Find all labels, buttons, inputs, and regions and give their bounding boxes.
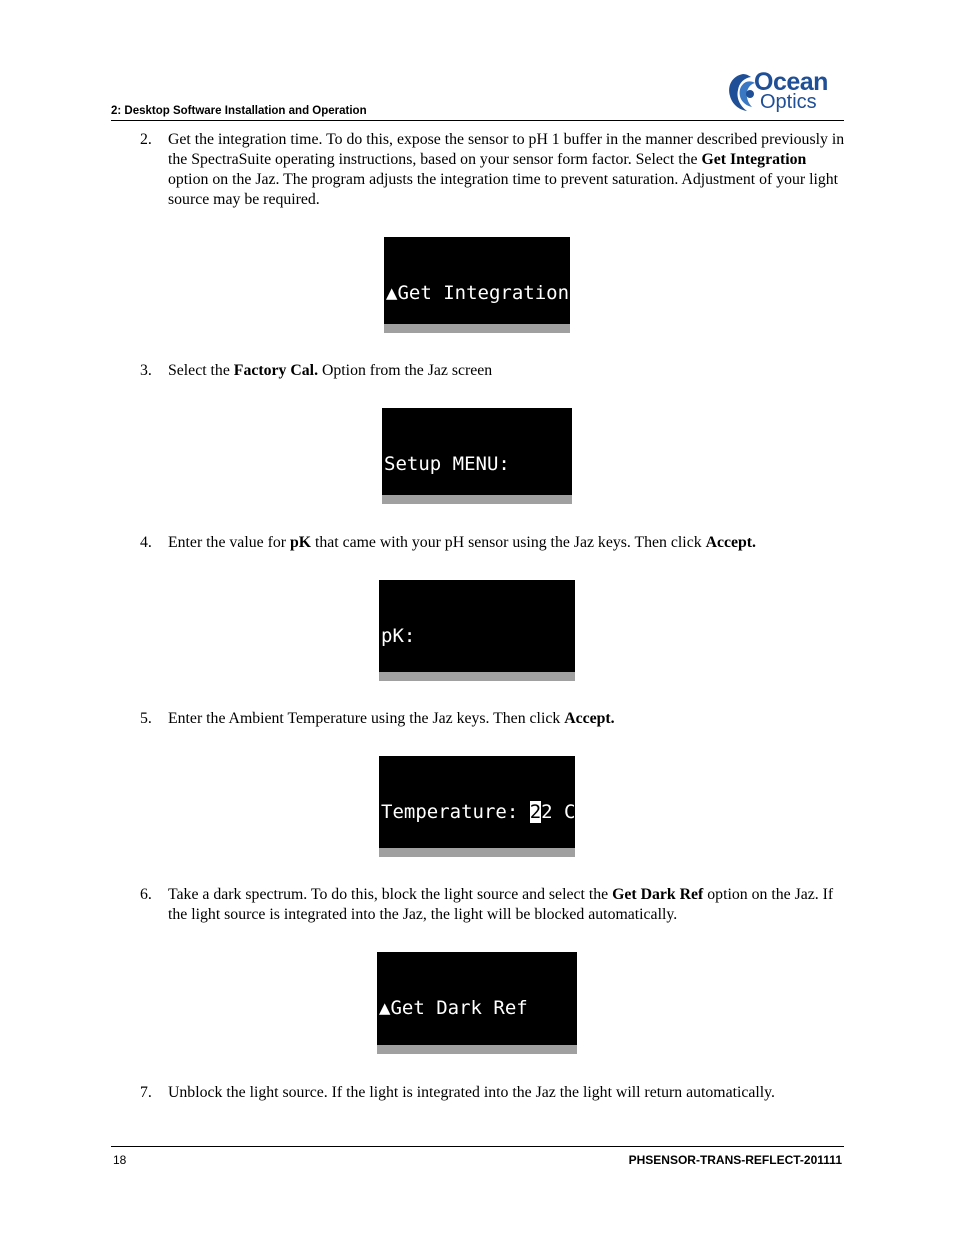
lcd-bottom-bar: [382, 495, 572, 504]
lcd-screen-setup-menu: [382, 408, 572, 504]
step-7: [140, 1083, 845, 1103]
lcd-line: ▲Get Dark Ref: [379, 997, 528, 1019]
page-number: 18: [113, 1153, 127, 1167]
lcd-screen-get-integration: [384, 237, 570, 333]
step-number: 2.: [140, 131, 152, 148]
step-number: 6.: [140, 886, 152, 903]
lcd-bottom-bar: [379, 848, 575, 857]
lcd-screen-temperature: [379, 756, 575, 857]
step-2: [140, 130, 845, 210]
step-text: Select the Factory Cal. Option from the Jaz screen: [168, 362, 493, 379]
step-text: Unblock the light source. If the light is integrated into the Jaz the light will return automatically.: [168, 1084, 775, 1101]
lcd-bottom-bar: [384, 324, 570, 333]
lcd-line: pK:: [381, 625, 416, 647]
step-number: 5.: [140, 710, 152, 727]
lcd-bottom-bar: [379, 672, 575, 681]
lcd-bottom-bar: [377, 1045, 577, 1054]
step-number: 4.: [140, 534, 152, 551]
page-footer: [111, 1146, 844, 1167]
document-id: PHSENSOR-TRANS-REFLECT-201111: [628, 1153, 842, 1167]
section-title: 2: Desktop Software Installation and Operation: [111, 105, 367, 117]
step-3: [140, 361, 845, 381]
page-header: [111, 68, 844, 121]
ocean-optics-logo: [726, 70, 844, 116]
step-text: Enter the value for pK that came with your pH sensor using the Jaz keys. Then click Accept.: [168, 534, 756, 551]
lcd-line: ▲Get Integration: [386, 282, 570, 304]
step-6: [140, 885, 845, 925]
step-number: 3.: [140, 362, 152, 379]
step-text: Enter the Ambient Temperature using the Jaz keys. Then click Accept.: [168, 710, 615, 727]
temperature-rest: 2 C: [541, 801, 575, 823]
temperature-selected-digit: 2: [529, 801, 542, 823]
lcd-screen-get-dark-ref: [377, 952, 577, 1054]
lcd-line: Setup MENU:: [384, 453, 510, 475]
step-4: [140, 533, 845, 553]
logo-text-optics: Optics: [760, 91, 817, 113]
logo-text-ocean: Ocean: [754, 68, 828, 96]
step-text: Get the integration time. To do this, expose the sensor to pH 1 buffer in the manner described previously in the SpectraSuite operating instructions, based on your sensor form factor. Select the Get Integration option on the Jaz. The program adjusts the integration time to prevent saturation. Adjustment of your light source may be required.: [168, 131, 845, 208]
lcd-screen-pk-entry: [379, 580, 575, 681]
step-text: Take a dark spectrum. To do this, block the light source and select the Get Dark Ref option on the Jaz. If the light source is integrated into the Jaz, the light will be blocked automatically.: [168, 886, 834, 923]
step-5: [140, 709, 845, 729]
step-number: 7.: [140, 1084, 152, 1101]
lcd-line: [381, 801, 575, 823]
temperature-label: Temperature:: [381, 801, 530, 823]
